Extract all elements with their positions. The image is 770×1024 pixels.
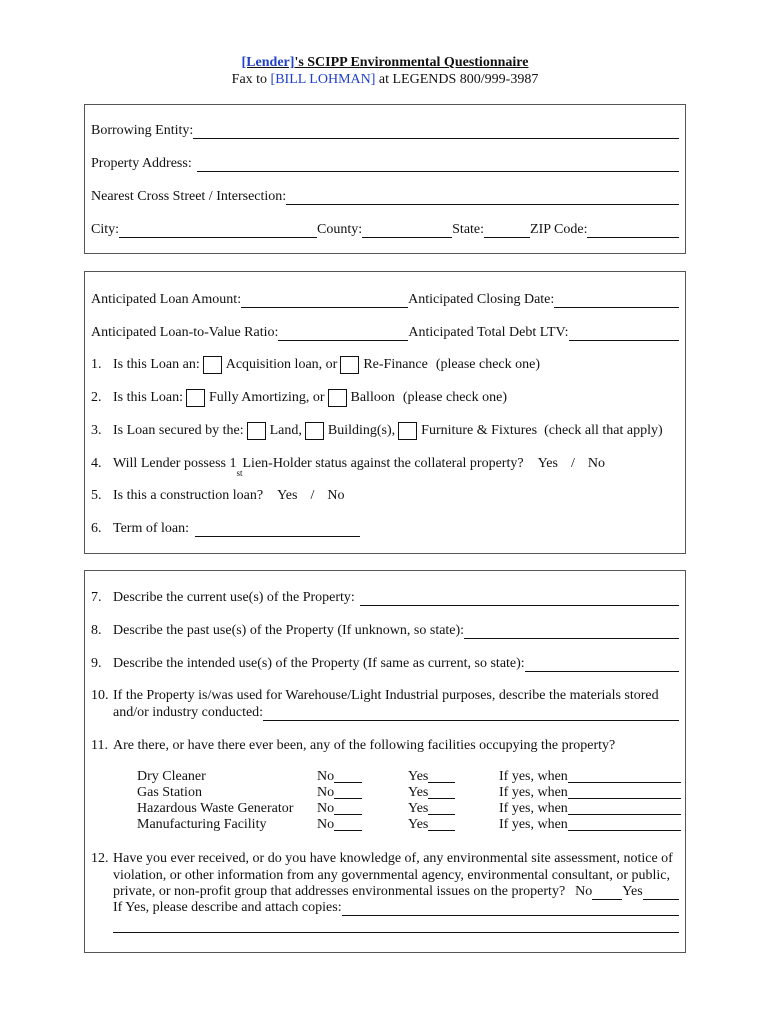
refinance-label: Re-Finance xyxy=(363,357,428,372)
facility-yes[interactable] xyxy=(408,785,428,801)
q7-text: Describe the current use(s) of the Property: xyxy=(113,590,355,605)
lender-placeholder: [Lender] xyxy=(241,55,295,70)
q8-number: 8. xyxy=(91,623,102,638)
closing-date-field[interactable] xyxy=(554,292,679,308)
question-4: 4. Will Lender possess 1 st Lien-Holder status against the collateral property? Yes / No xyxy=(91,456,605,478)
page-title xyxy=(0,54,770,72)
refinance-checkbox[interactable] xyxy=(340,356,359,374)
q5-yes-option[interactable]: Yes xyxy=(277,488,298,503)
q11-text: Are there, or have there ever been, any of the following facilities occupying the property? xyxy=(113,738,616,753)
no-label: No xyxy=(317,769,335,784)
facility-no[interactable] xyxy=(317,785,334,801)
when-label: If yes, when xyxy=(499,785,568,800)
facility-when[interactable] xyxy=(499,801,568,817)
term-of-loan-field[interactable] xyxy=(195,521,360,537)
yes-label: Yes xyxy=(408,801,429,816)
q4-text-a: Will Lender possess 1 xyxy=(113,456,237,471)
when-blank[interactable] xyxy=(568,769,681,783)
balloon-label: Balloon xyxy=(350,390,395,405)
loan-amount-field[interactable] xyxy=(241,292,408,308)
question-11 xyxy=(91,737,679,755)
loan-amount-label: Anticipated Loan Amount: xyxy=(91,292,242,307)
facility-no[interactable] xyxy=(317,769,334,785)
q12-text-line1: Have you ever received, or do you have knowledge of, any environmental site assessment, notice of xyxy=(113,851,673,866)
facility-yes[interactable] xyxy=(408,817,428,833)
q5-no-option[interactable]: No xyxy=(327,488,345,503)
fax-line xyxy=(0,71,770,89)
yes-blank[interactable] xyxy=(428,801,455,815)
question-6 xyxy=(91,520,679,538)
facility-yes[interactable] xyxy=(408,801,428,817)
fax-prefix: Fax to xyxy=(231,72,271,87)
land-label: Land, xyxy=(269,423,302,438)
zip-label: ZIP Code: xyxy=(530,222,588,237)
facility-when[interactable] xyxy=(499,769,568,785)
no-label: No xyxy=(317,785,335,800)
q1-note: (please check one) xyxy=(435,357,541,372)
buildings-label: Building(s), xyxy=(327,423,396,438)
state-label: State: xyxy=(452,222,485,237)
q3-note: (check all that apply) xyxy=(544,423,663,438)
county-label: County: xyxy=(317,222,363,237)
materials-industry-field[interactable] xyxy=(263,705,679,721)
borrowing-entity-field[interactable] xyxy=(193,123,679,139)
facility-row xyxy=(85,817,685,833)
facility-no[interactable] xyxy=(317,801,334,817)
ltv-label: Anticipated Loan-to-Value Ratio: xyxy=(91,325,279,340)
facility-name: Manufacturing Facility xyxy=(137,817,267,832)
facility-name: Gas Station xyxy=(137,785,202,800)
q9-number: 9. xyxy=(91,656,102,671)
q5-text: Is this a construction loan? xyxy=(113,488,264,503)
facility-row xyxy=(85,785,685,801)
q12-number: 12. xyxy=(91,851,109,866)
q11-number: 11. xyxy=(91,738,108,753)
yes-blank[interactable] xyxy=(428,769,455,783)
fully-amortizing-checkbox[interactable] xyxy=(186,389,205,407)
q5-separator: / xyxy=(310,488,315,503)
q9-text: Describe the intended use(s) of the Property (If same as current, so state): xyxy=(113,656,525,671)
q12-no-blank[interactable] xyxy=(592,884,622,900)
facility-when[interactable] xyxy=(499,785,568,801)
ltv-row xyxy=(91,324,679,342)
no-blank[interactable] xyxy=(334,785,362,799)
q2-number: 2. xyxy=(91,390,102,405)
q6-number: 6. xyxy=(91,521,102,536)
property-use-section xyxy=(84,570,686,953)
borrowing-entity-label: Borrowing Entity: xyxy=(91,123,194,138)
when-label: If yes, when xyxy=(499,769,568,784)
q4-number: 4. xyxy=(91,456,102,471)
q12-yes-blank[interactable] xyxy=(643,884,679,900)
city-label: City: xyxy=(91,222,120,237)
past-use-field[interactable] xyxy=(464,623,679,639)
q2-text: Is this Loan: xyxy=(113,390,183,405)
question-12 xyxy=(91,850,679,868)
q4-no-option[interactable]: No xyxy=(587,456,605,471)
zip-field[interactable] xyxy=(587,222,679,238)
facility-no[interactable] xyxy=(317,817,334,833)
q10-text-line1: If the Property is/was used for Warehouse/Light Industrial purposes, describe the materials stored xyxy=(113,688,659,703)
when-blank[interactable] xyxy=(568,785,681,799)
question-1 xyxy=(91,356,679,374)
borrowing-entity-row xyxy=(91,122,679,140)
no-blank[interactable] xyxy=(334,769,362,783)
facility-row xyxy=(85,801,685,817)
q10-number: 10. xyxy=(91,688,109,703)
q12-no-label: No xyxy=(575,884,593,899)
total-debt-ltv-field[interactable] xyxy=(569,325,679,341)
q10-text-line2: and/or industry conducted: xyxy=(113,705,264,720)
question-12-line5 xyxy=(91,916,679,934)
question-5 xyxy=(91,487,679,505)
facility-when[interactable] xyxy=(499,817,568,833)
title-suffix: 's SCIPP Environmental Questionnaire xyxy=(294,55,529,70)
acquisition-label: Acquisition loan, or xyxy=(225,357,338,372)
furniture-fixtures-label: Furniture & Fixtures xyxy=(421,423,538,438)
describe-attach-field-2[interactable] xyxy=(113,917,679,933)
q5-number: 5. xyxy=(91,488,102,503)
no-blank[interactable] xyxy=(334,817,362,831)
q12-yes-label: Yes xyxy=(622,884,643,899)
current-use-field[interactable] xyxy=(360,590,679,606)
acquisition-checkbox[interactable] xyxy=(203,356,222,374)
q4-yes-option[interactable]: Yes xyxy=(537,456,558,471)
buildings-checkbox[interactable] xyxy=(305,422,324,440)
q3-text: Is Loan secured by the: xyxy=(113,423,244,438)
yes-label: Yes xyxy=(408,785,429,800)
no-label: No xyxy=(317,801,335,816)
q3-number: 3. xyxy=(91,423,102,438)
intended-use-field[interactable] xyxy=(525,656,679,672)
facility-list xyxy=(85,769,685,839)
furniture-fixtures-checkbox[interactable] xyxy=(398,422,417,440)
q12-text-line4: If Yes, please describe and attach copies: xyxy=(113,900,342,915)
property-address-label: Property Address: xyxy=(91,156,192,171)
q2-note: (please check one) xyxy=(402,390,508,405)
q1-number: 1. xyxy=(91,357,102,372)
when-label: If yes, when xyxy=(499,801,568,816)
when-blank[interactable] xyxy=(568,817,681,831)
facility-yes[interactable] xyxy=(408,769,428,785)
yes-label: Yes xyxy=(408,769,429,784)
question-10-cont xyxy=(91,704,679,722)
q7-number: 7. xyxy=(91,590,102,605)
q12-text-line3: private, or non-profit group that addresses environmental issues on the property? xyxy=(113,884,566,899)
q4-text-b: Lien-Holder status against the collateral property? xyxy=(242,456,524,471)
q4-separator: / xyxy=(570,456,575,471)
fully-amortizing-label: Fully Amortizing, or xyxy=(209,390,325,405)
balloon-checkbox[interactable] xyxy=(328,389,347,407)
yes-label: Yes xyxy=(408,817,429,832)
property-info-section xyxy=(84,104,686,254)
question-7 xyxy=(91,589,679,607)
q6-text: Term of loan: xyxy=(113,521,189,536)
fax-name: [BILL LOHMAN] xyxy=(270,72,376,87)
q12-text-line2: violation, or other information from any governmental agency, environmental consultant, or public, xyxy=(113,868,670,883)
no-blank[interactable] xyxy=(334,801,362,815)
property-address-row xyxy=(91,155,679,173)
question-3 xyxy=(91,422,679,440)
county-field[interactable] xyxy=(362,222,452,238)
question-12-line4 xyxy=(91,899,679,917)
facility-row xyxy=(85,769,685,785)
cross-street-label: Nearest Cross Street / Intersection: xyxy=(91,189,287,204)
facility-name: Hazardous Waste Generator xyxy=(137,801,294,816)
question-9 xyxy=(91,655,679,673)
state-field[interactable] xyxy=(484,222,530,238)
property-address-field[interactable] xyxy=(197,156,679,172)
no-label: No xyxy=(317,817,335,832)
fax-suffix: at LEGENDS 800/999-3987 xyxy=(375,72,539,87)
yes-blank[interactable] xyxy=(428,785,455,799)
cross-street-row xyxy=(91,188,679,206)
yes-blank[interactable] xyxy=(428,817,455,831)
when-blank[interactable] xyxy=(568,801,681,815)
city-field[interactable] xyxy=(119,222,317,238)
closing-date-label: Anticipated Closing Date: xyxy=(408,292,555,307)
question-10 xyxy=(91,687,679,705)
question-2 xyxy=(91,389,679,407)
loan-info-section xyxy=(84,271,686,554)
facility-name: Dry Cleaner xyxy=(137,769,206,784)
city-row xyxy=(91,221,679,239)
land-checkbox[interactable] xyxy=(247,422,266,440)
q1-text: Is this Loan an: xyxy=(113,357,200,372)
total-debt-ltv-label: Anticipated Total Debt LTV: xyxy=(408,325,569,340)
loan-amount-row xyxy=(91,291,679,309)
ltv-field[interactable] xyxy=(278,325,408,341)
when-label: If yes, when xyxy=(499,817,568,832)
cross-street-field[interactable] xyxy=(286,189,679,205)
q8-text: Describe the past use(s) of the Property (If unknown, so state): xyxy=(113,623,465,638)
question-8 xyxy=(91,622,679,640)
describe-attach-field[interactable] xyxy=(342,900,679,916)
